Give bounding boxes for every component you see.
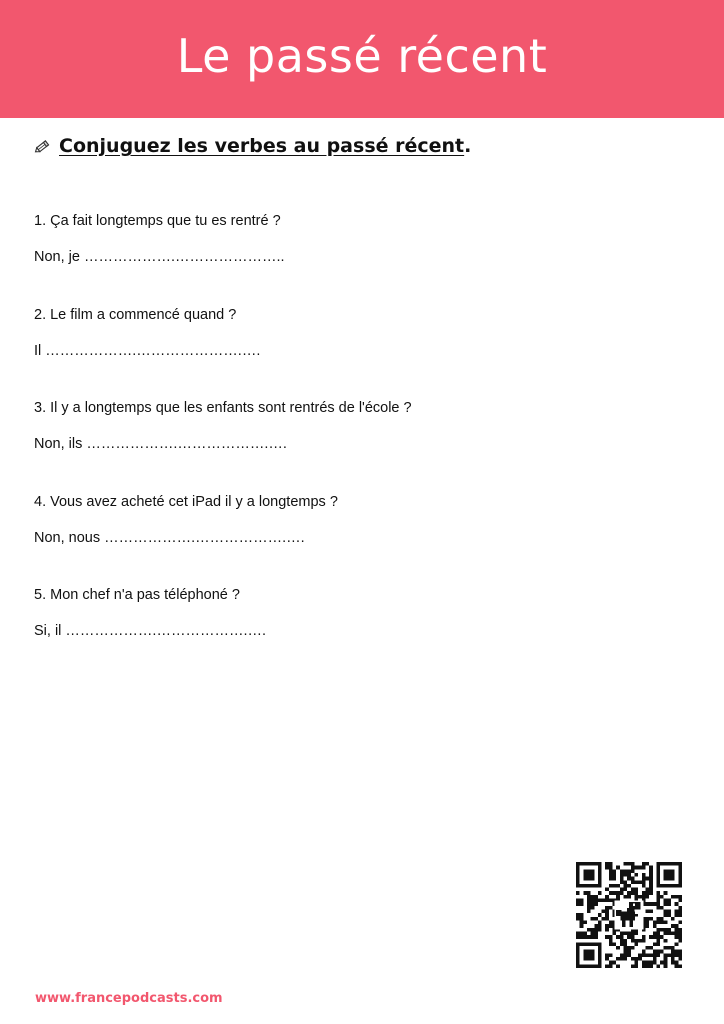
instruction-underlined: Conjuguez les verbes au passé récent — [59, 135, 465, 157]
exercise-item-1 — [34, 212, 694, 306]
question-3: 3. Il y a longtemps que les enfants sont rentrés de l'école ? — [34, 400, 412, 416]
answer-line-2: Il ……………….………………….…. — [34, 342, 261, 359]
instruction-period: . — [464, 135, 472, 157]
page-title: Le passé récent — [176, 29, 548, 83]
question-2: 2. Le film a commencé quand ? — [34, 306, 237, 323]
exercise-item-3 — [34, 399, 694, 493]
footer-website-link[interactable]: www.francepodcasts.com — [35, 991, 223, 1006]
question-1: 1. Ça fait longtemps que tu es rentré ? — [34, 213, 281, 229]
answer-line-4: Non, nous ……………….……………….…. — [34, 529, 305, 546]
exercise-item-4 — [34, 493, 694, 587]
answer-line-1: Non, je ……………….………………….. — [34, 249, 285, 265]
instruction — [33, 135, 471, 157]
pencil-icon — [33, 136, 53, 156]
question-5: 5. Mon chef n'a pas téléphoné ? — [34, 587, 240, 603]
exercise-item-5 — [34, 586, 694, 680]
exercise-item-2 — [34, 306, 694, 400]
question-4: 4. Vous avez acheté cet iPad il y a longtemps ? — [34, 493, 338, 510]
exercise-list — [34, 212, 694, 680]
header-band — [0, 0, 724, 118]
answer-line-5: Si, il ……………….……………….…. — [34, 623, 267, 639]
instruction-text — [59, 135, 471, 157]
answer-line-3: Non, ils ……………….……………….…. — [34, 436, 287, 452]
qr-code-with-dinosaur-icon[interactable] — [576, 862, 682, 968]
